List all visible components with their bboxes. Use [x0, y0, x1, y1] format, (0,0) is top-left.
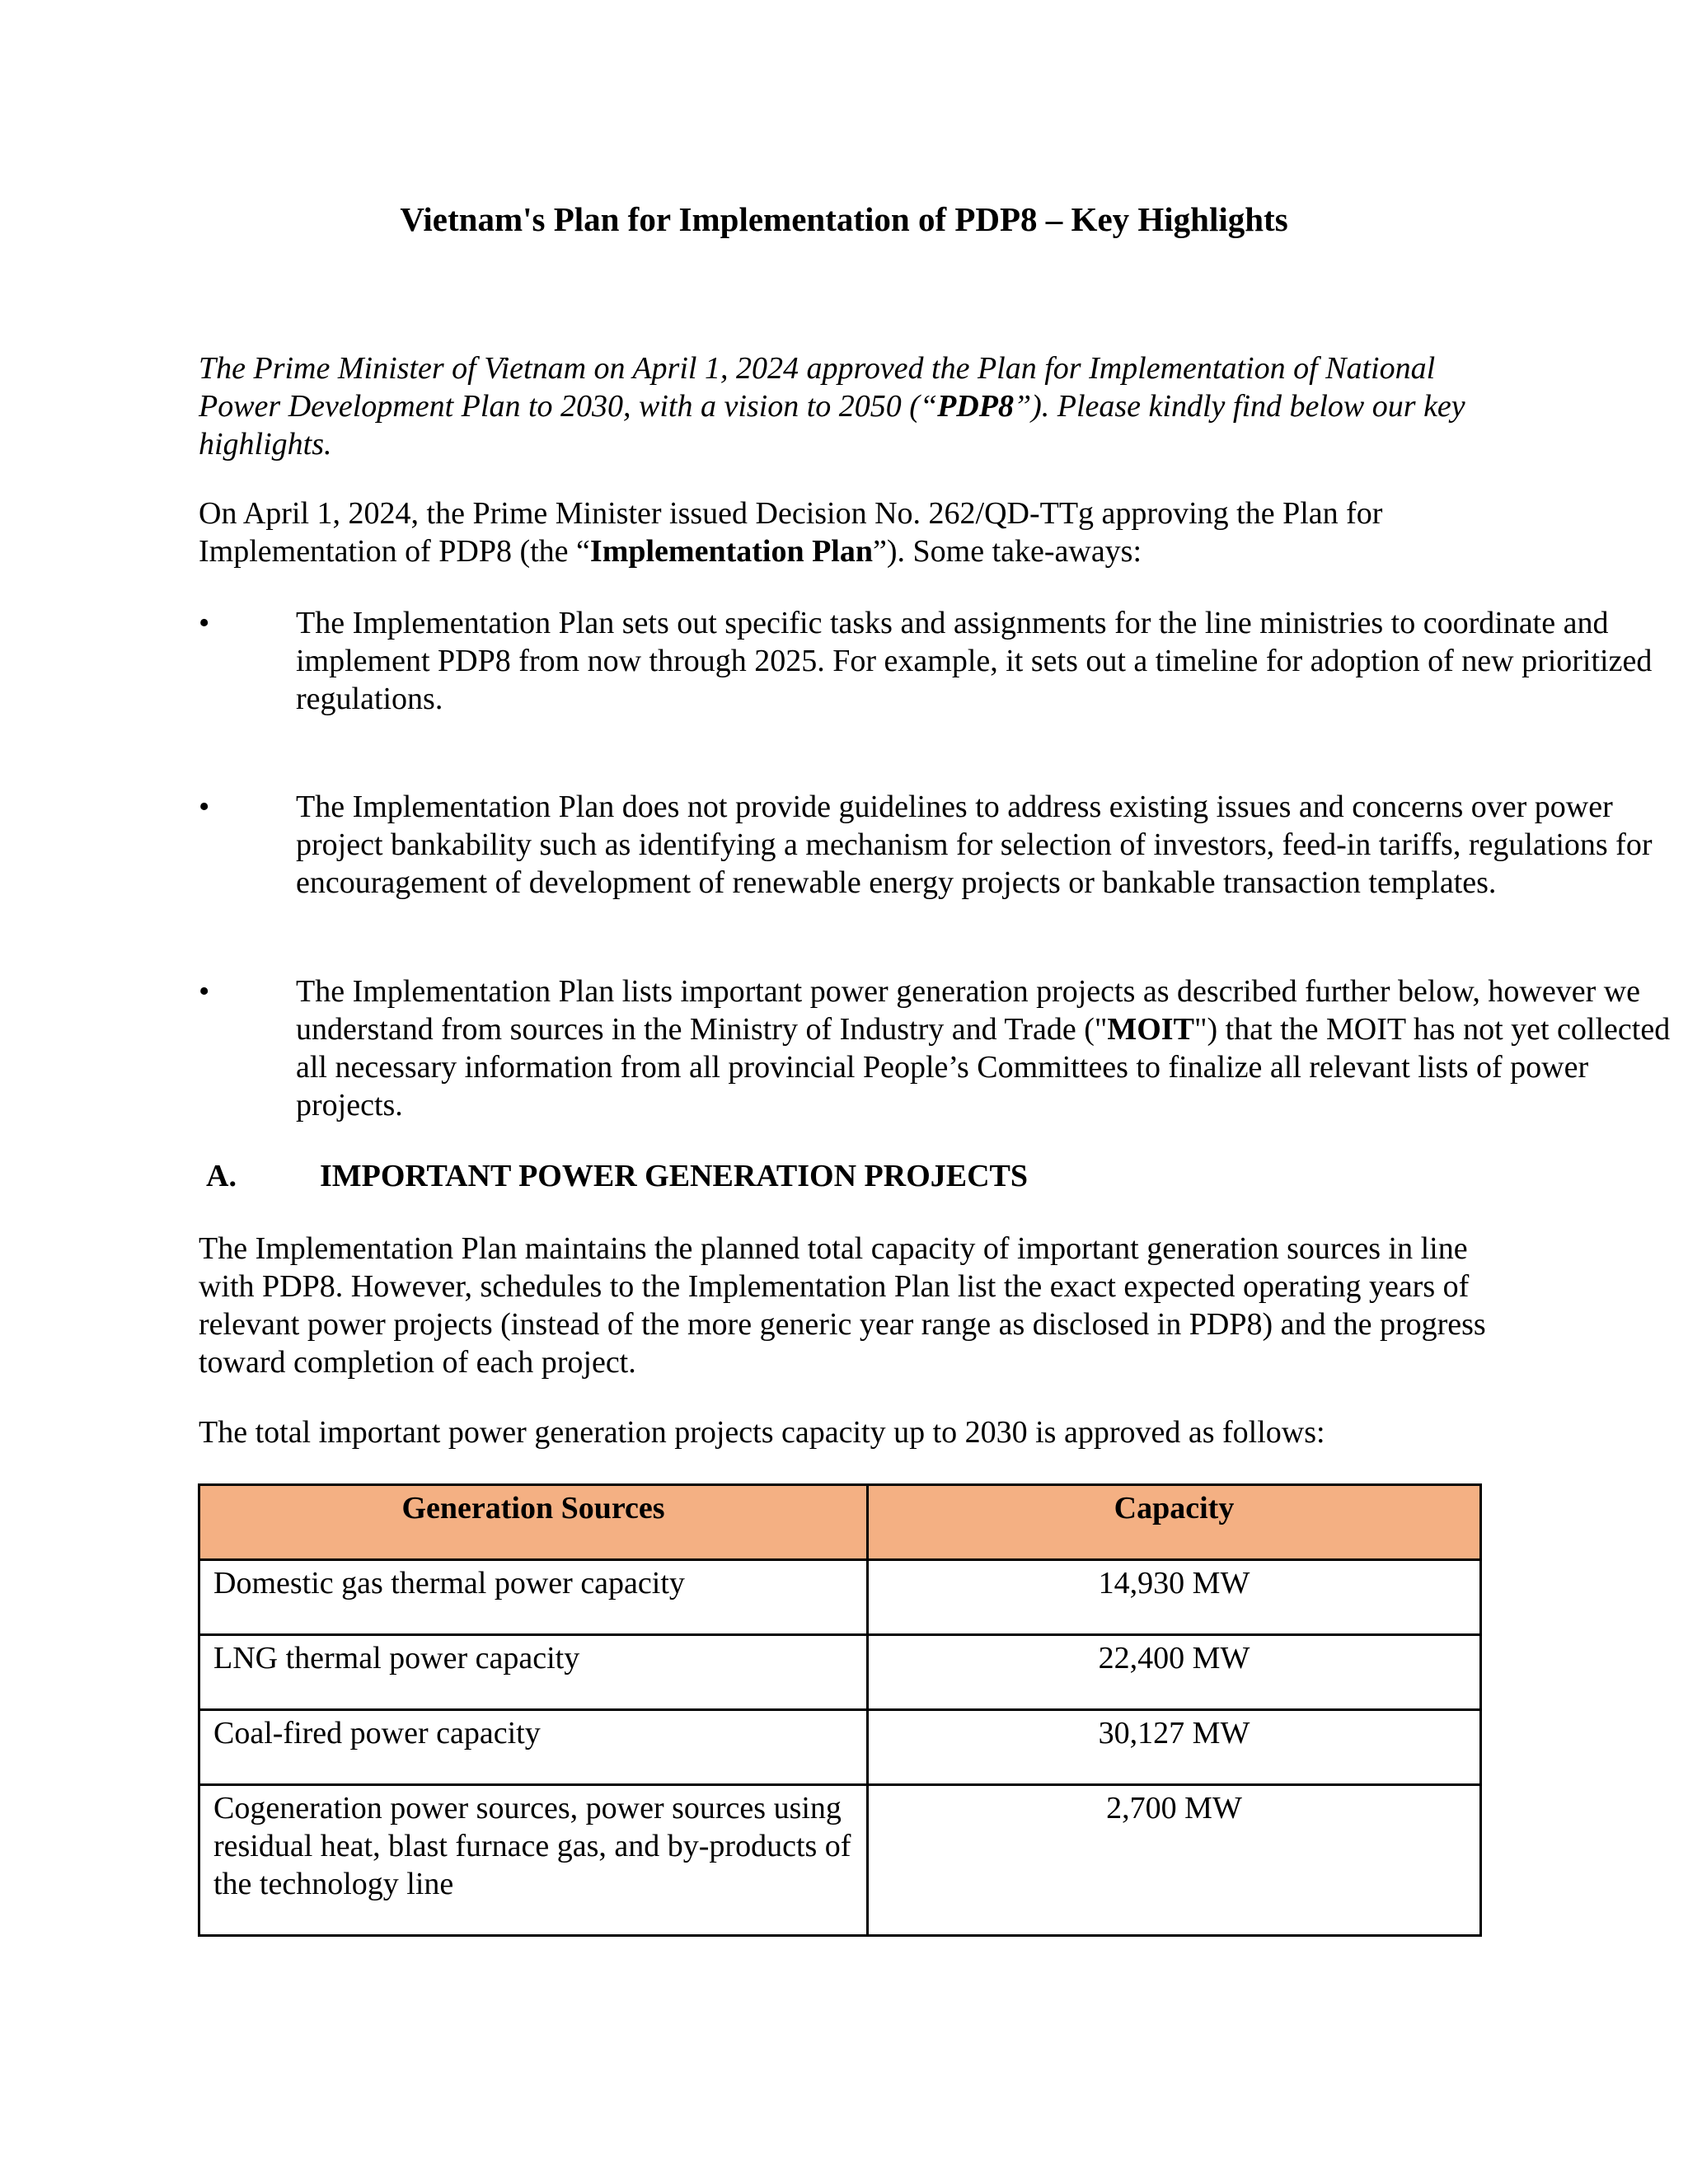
table-header-row	[199, 1485, 1481, 1560]
document-title: Vietnam's Plan for Implementation of PDP8 – Key Highlights	[400, 200, 1288, 238]
moit-term: MOIT	[1107, 1012, 1194, 1047]
table-row	[199, 1710, 1481, 1785]
implementation-plan-term: Implementation Plan	[589, 534, 873, 569]
capacity-cell: 2,700 MW	[868, 1785, 1481, 1936]
table-row	[199, 1785, 1481, 1936]
bullet-icon: •	[199, 606, 210, 640]
bullet-text: The Implementation Plan lists important power generation projects as described further below, however we understand from sources in the Ministry of Industry and Trade ("MOIT") that the MOIT has not yet collected all necessary information from all provincial People’s Committees to finalize all relevant lists of power projects.	[296, 974, 1671, 1122]
column-header-capacity: Capacity	[868, 1485, 1481, 1560]
bullet-icon: •	[199, 974, 210, 1009]
section-title: IMPORTANT POWER GENERATION PROJECTS	[320, 1159, 1029, 1193]
source-cell: LNG thermal power capacity	[199, 1635, 868, 1710]
capacity-cell: 14,930 MW	[868, 1560, 1481, 1635]
capacity-table	[198, 1483, 1482, 1937]
bullet-text: The Implementation Plan sets out specific tasks and assignments for the line ministries to coordinate and implement PDP8 from now through 2025. For example, it sets out a timeline for adoption of new prioritized regulations.	[296, 606, 1653, 716]
source-cell: Domestic gas thermal power capacity	[199, 1560, 868, 1635]
section-a-paragraph: The Implementation Plan maintains the planned total capacity of important generation sources in line with PDP8. However, schedules to the Implementation Plan list the exact expected operating years of relevant power projects (instead of the more generic year range as disclosed in PDP8) and the progress toward completion of each project.	[199, 1231, 1486, 1380]
bullet-icon: •	[199, 790, 210, 824]
bullet-text: The Implementation Plan does not provide guidelines to address existing issues and concerns over power project bankability such as identifying a mechanism for selection of investors, feed-in tariffs, regulations for encouragement of development of renewable energy projects or bankable transaction templates.	[296, 790, 1653, 900]
intro-paragraph: The Prime Minister of Vietnam on April 1, 2024 approved the Plan for Implementation of National Power Development Plan to 2030, with a vision to 2050 (“PDP8”). Please kindly find below our key highlights.	[199, 351, 1465, 462]
source-cell: Cogeneration power sources, power sources using residual heat, blast furnace gas, and by-products of the technology line	[199, 1785, 868, 1936]
capacity-cell: 22,400 MW	[868, 1635, 1481, 1710]
decision-paragraph: On April 1, 2024, the Prime Minister issued Decision No. 262/QD-TTg approving the Plan for Implementation of PDP8 (the “Implementation Plan”). Some take-aways:	[199, 496, 1383, 569]
table-row	[199, 1560, 1481, 1635]
column-header-sources: Generation Sources	[199, 1485, 868, 1560]
source-cell: Coal-fired power capacity	[199, 1710, 868, 1785]
table-row	[199, 1635, 1481, 1710]
pdp8-term: PDP8	[937, 389, 1014, 424]
capacity-cell: 30,127 MW	[868, 1710, 1481, 1785]
table-lead-in: The total important power generation projects capacity up to 2030 is approved as follows:	[199, 1415, 1325, 1450]
section-number: A.	[206, 1159, 237, 1193]
